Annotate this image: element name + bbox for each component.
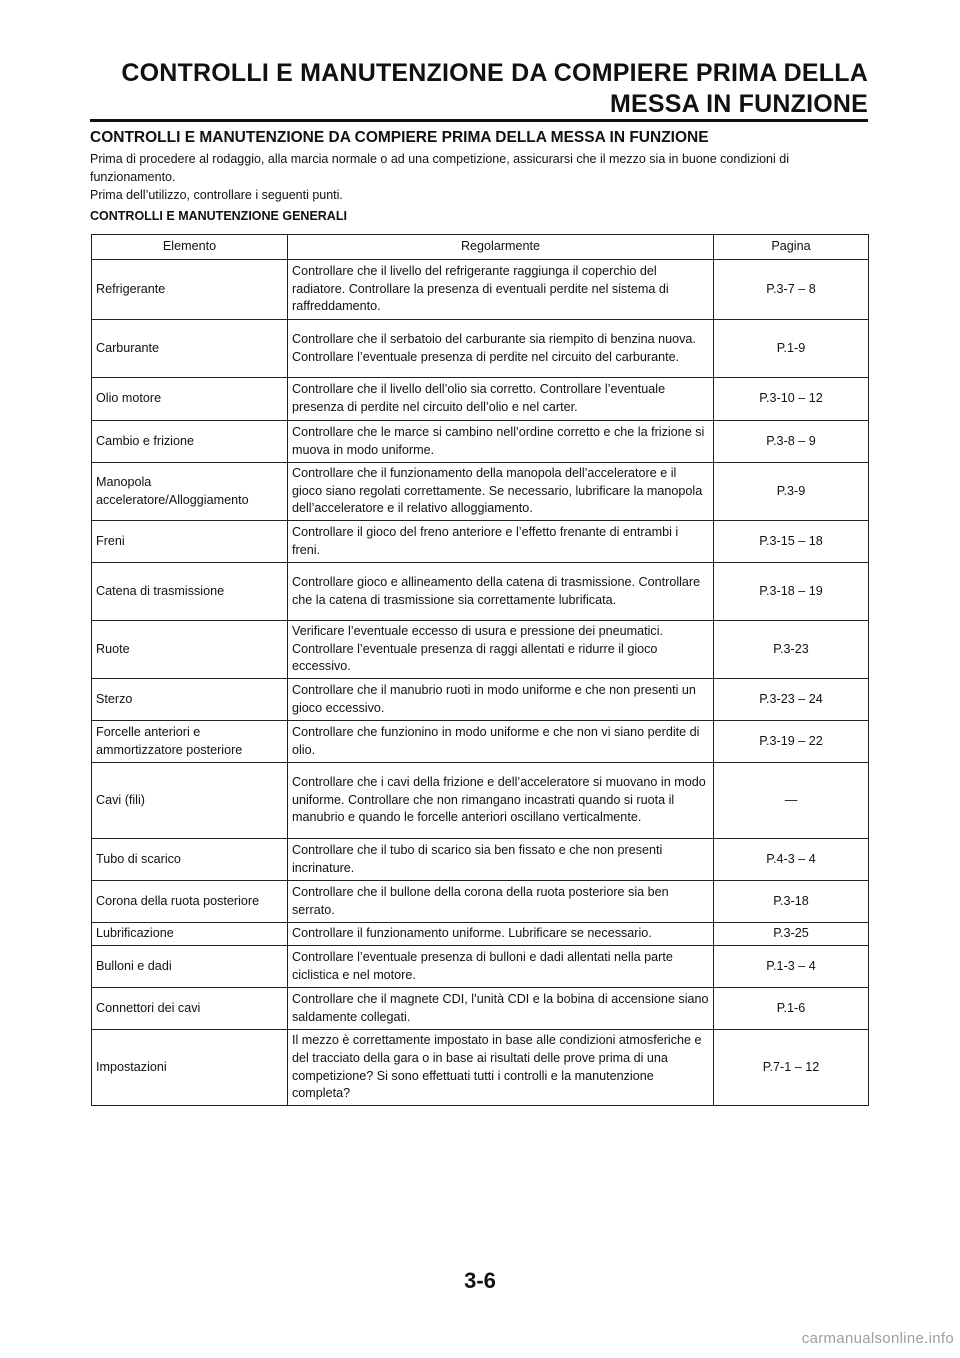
table-header-row (92, 235, 869, 260)
table-row (92, 621, 869, 679)
table-row (92, 763, 869, 839)
row-item: Lubrificazione (92, 923, 288, 946)
intro-paragraph-1: Prima di procedere al rodaggio, alla marcia normale o ad una competizione, assicurarsi che il mezzo sia in buone condizioni di funzionamento. (90, 152, 789, 184)
row-page-ref: P.3-8 – 9 (714, 421, 869, 463)
page-header (90, 58, 868, 120)
row-item: Cavi (fili) (92, 763, 288, 839)
row-description: Controllare gioco e allineamento della catena di trasmissione. Controllare che la catena di trasmissione sia correttamente lubrificata. (288, 563, 714, 621)
row-page-ref: P.3-18 – 19 (714, 563, 869, 621)
row-page-ref: P.1-3 – 4 (714, 946, 869, 988)
row-item: Catena di trasmissione (92, 563, 288, 621)
table-row (92, 679, 869, 721)
row-description: Controllare che i cavi della frizione e dell’acceleratore si muovano in modo uniforme. Controllare che non rimangano incastrati quando si ruota il manubrio e quando le forcelle anteriori oscillano verticalmente. (288, 763, 714, 839)
row-description: Controllare l’eventuale presenza di bulloni e dadi allentati nella parte ciclistica e nel motore. (288, 946, 714, 988)
row-item: Bulloni e dadi (92, 946, 288, 988)
row-description: Controllare che il tubo di scarico sia ben fissato e che non presenti incrinature. (288, 839, 714, 881)
row-page-ref: P.1-9 (714, 320, 869, 378)
page-header-line-2: MESSA IN FUNZIONE (609, 90, 868, 118)
page-number: 3-6 (464, 1268, 496, 1293)
row-item: Connettori dei cavi (92, 988, 288, 1030)
table-row (92, 521, 869, 563)
table-row (92, 260, 869, 320)
watermark: carmanualsonline.info (801, 1330, 954, 1347)
row-item: Impostazioni (92, 1030, 288, 1106)
row-description: Controllare il gioco del freno anteriore e l’effetto frenante di entrambi i freni. (288, 521, 714, 563)
row-page-ref: P.3-10 – 12 (714, 378, 869, 421)
row-page-ref: P.3-15 – 18 (714, 521, 869, 563)
row-page-ref: P.3-9 (714, 463, 869, 521)
row-page-ref: P.4-3 – 4 (714, 839, 869, 881)
header-pagina: Pagina (714, 235, 869, 260)
row-page-ref: — (714, 763, 869, 839)
row-page-ref: P.3-18 (714, 881, 869, 923)
row-item: Manopola acceleratore/Alloggiamento (92, 463, 288, 521)
table-row (92, 839, 869, 881)
row-description: Controllare che il livello dell’olio sia corretto. Controllare l’eventuale presenza di perdite nel circuito dell’olio e nel carter. (288, 378, 714, 421)
row-item: Tubo di scarico (92, 839, 288, 881)
row-page-ref: P.3-7 – 8 (714, 260, 869, 320)
row-description: Controllare che il serbatoio del carburante sia riempito di benzina nuova. Controllare l’eventuale presenza di perdite nel circuito del carburante. (288, 320, 714, 378)
row-description: Controllare che funzionino in modo uniforme e che non vi siano perdite di olio. (288, 721, 714, 763)
header-divider (90, 119, 868, 122)
maintenance-table (91, 234, 869, 1106)
row-description: Controllare che il magnete CDI, l’unità CDI e la bobina di accensione siano saldamente collegati. (288, 988, 714, 1030)
row-item: Sterzo (92, 679, 288, 721)
row-description: Il mezzo è correttamente impostato in base alle condizioni atmosferiche e del tracciato della gara o in base ai risultati delle prove prima di una competizione? Si sono effettuati tutti i controlli e la manutenzione completa? (288, 1030, 714, 1106)
row-description: Verificare l’eventuale eccesso di usura e pressione dei pneumatici. Controllare l’eventuale presenza di raggi allentati e ridurre il gioco eccessivo. (288, 621, 714, 679)
row-item: Freni (92, 521, 288, 563)
table-row (92, 320, 869, 378)
table-row (92, 463, 869, 521)
row-page-ref: P.3-19 – 22 (714, 721, 869, 763)
table-row (92, 923, 869, 946)
row-item: Corona della ruota posteriore (92, 881, 288, 923)
table-row (92, 988, 869, 1030)
table-row (92, 378, 869, 421)
intro-paragraph-2: Prima dell’utilizzo, controllare i seguenti punti. (90, 188, 343, 202)
row-description: Controllare che il funzionamento della manopola dell’acceleratore e il gioco siano regolati correttamente. Se necessario, lubrificare la manopola dell’acceleratore e il relativo alloggiamento. (288, 463, 714, 521)
table-row (92, 563, 869, 621)
row-page-ref: P.3-25 (714, 923, 869, 946)
row-item: Ruote (92, 621, 288, 679)
intro-text (90, 150, 868, 204)
row-item: Olio motore (92, 378, 288, 421)
row-description: Controllare il funzionamento uniforme. Lubrificare se necessario. (288, 923, 714, 946)
row-item: Forcelle anteriori e ammortizzatore posteriore (92, 721, 288, 763)
row-item: Cambio e frizione (92, 421, 288, 463)
header-regolarmente: Regolarmente (288, 235, 714, 260)
header-elemento: Elemento (92, 235, 288, 260)
table-row (92, 1030, 869, 1106)
row-description: Controllare che il bullone della corona della ruota posteriore sia ben serrato. (288, 881, 714, 923)
page-header-line-1: CONTROLLI E MANUTENZIONE DA COMPIERE PRIMA DELLA (121, 59, 868, 87)
row-page-ref: P.3-23 – 24 (714, 679, 869, 721)
row-description: Controllare che il manubrio ruoti in modo uniforme e che non presenti un gioco eccessivo. (288, 679, 714, 721)
row-description: Controllare che il livello del refrigerante raggiunga il coperchio del radiatore. Controllare la presenza di eventuali perdite nel sistema di raffreddamento. (288, 260, 714, 320)
table-row (92, 946, 869, 988)
row-page-ref: P.1-6 (714, 988, 869, 1030)
section-title: CONTROLLI E MANUTENZIONE DA COMPIERE PRIMA DELLA MESSA IN FUNZIONE (90, 129, 709, 146)
row-item: Carburante (92, 320, 288, 378)
table-subheading: CONTROLLI E MANUTENZIONE GENERALI (90, 209, 347, 223)
table-row (92, 721, 869, 763)
table-row (92, 421, 869, 463)
row-page-ref: P.7-1 – 12 (714, 1030, 869, 1106)
row-description: Controllare che le marce si cambino nell’ordine corretto e che la frizione si muova in modo uniforme. (288, 421, 714, 463)
row-page-ref: P.3-23 (714, 621, 869, 679)
table-row (92, 881, 869, 923)
row-item: Refrigerante (92, 260, 288, 320)
